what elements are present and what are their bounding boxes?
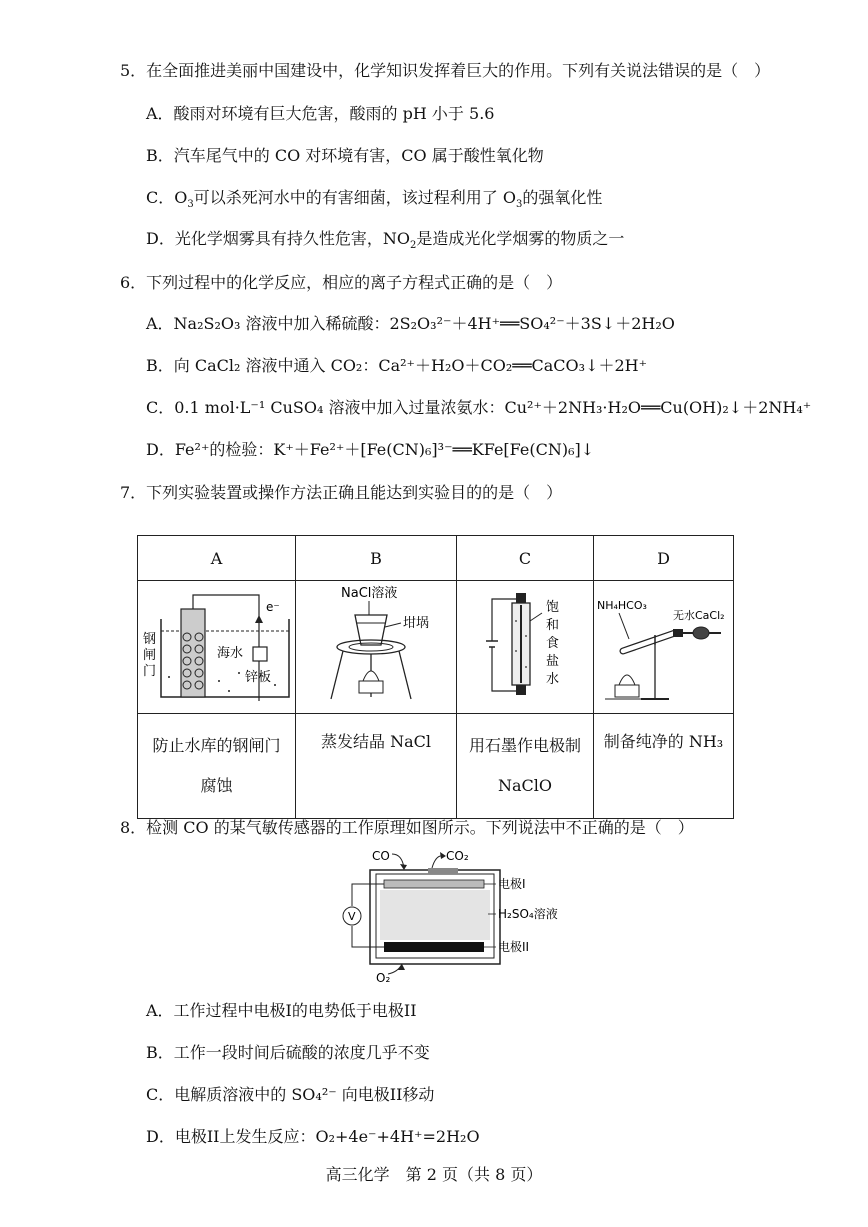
cacl2-label: 无水CaCl₂ [672, 609, 725, 622]
q8-stem: 8．检测 CO 的某气敏传感器的工作原理如图所示。下列说法中不正确的是（ ） [120, 818, 694, 837]
crucible-diagram [297, 581, 456, 709]
q5-option-a: A．酸雨对环境有巨大危害，酸雨的 pH 小于 5.6 [146, 104, 495, 123]
gate-label-1: 钢 [142, 632, 156, 647]
q6-option-a: A．Na₂S₂O₃ 溶液中加入稀硫酸：2S₂O₃²⁻＋4H⁺══SO₄²⁻＋3S↓＋2H₂O [146, 314, 675, 333]
saturated-label-3: 食 [545, 636, 559, 651]
q7-experiment-table [137, 535, 734, 819]
q5-d-sub: 2 [409, 240, 417, 252]
caption-a-line2: 腐蚀 [200, 776, 233, 795]
crucible-label: 坩埚 [402, 616, 429, 631]
q7-figure-a [138, 581, 296, 714]
q7-header-d: D [594, 536, 734, 581]
gate-label-3: 门 [142, 664, 156, 679]
nh4hco3-label: NH₄HCO₃ [596, 599, 647, 612]
steel-gate-diagram [139, 581, 295, 709]
page-footer: 高三化学 第 2 页（共 8 页） [325, 1165, 543, 1184]
q5-d-pre: D．光化学烟雾具有持久性危害，NO [146, 229, 410, 248]
q6-option-c: C．0.1 mol·L⁻¹ CuSO₄ 溶液中加入过量浓氨水：Cu²⁺＋2NH₃·H₂O══Cu(OH)₂↓＋2NH₄⁺ [146, 398, 812, 417]
h2so4-label: H₂SO₄溶液 [498, 907, 558, 921]
caption-d-line1: 制备纯净的 NH₃ [603, 732, 724, 751]
q6-option-b: B．向 CaCl₂ 溶液中通入 CO₂：Ca²⁺＋H₂O＋CO₂══CaCO₃↓＋2H⁺ [146, 356, 648, 375]
q7-header-a: A [138, 536, 296, 581]
gate-label-2: 闸 [142, 648, 156, 663]
saturated-label-5: 水 [545, 672, 559, 687]
voltmeter-label: V [348, 910, 356, 923]
zinc-plate-label: 锌板 [244, 670, 271, 685]
q8-option-d: D．电极II上发生反应：O₂+4e⁻+4H⁺=2H₂O [146, 1127, 480, 1146]
co-label: CO [372, 849, 390, 863]
q5-option-d [146, 228, 624, 250]
electrode-2-label: 电极II [498, 940, 530, 954]
o2-label: O₂ [376, 971, 391, 985]
ammonia-prep-diagram [595, 581, 733, 709]
q8-option-a: A．工作过程中电极I的电势低于电极II [146, 1001, 417, 1020]
q5-c-sub2: 3 [515, 199, 523, 211]
saturated-label-2: 和 [545, 618, 559, 633]
q6-stem: 6．下列过程中的化学反应，相应的离子方程式正确的是（ ） [120, 273, 563, 292]
saturated-label-4: 盐 [545, 654, 559, 669]
caption-b-line1: 蒸发结晶 NaCl [321, 732, 431, 751]
caption-c-line1: 用石墨作电极制 [468, 736, 581, 755]
q7-figure-b [296, 581, 457, 714]
q7-figure-d [594, 581, 734, 714]
co-sensor-diagram [340, 840, 580, 985]
q7-caption-b [296, 714, 457, 819]
electrolysis-diagram [458, 581, 593, 709]
caption-a-line1: 防止水库的钢闸门 [152, 736, 281, 755]
q8-sensor-figure [340, 840, 580, 989]
q6-option-d: D．Fe²⁺的检验：K⁺＋Fe²⁺＋[Fe(CN)₆]³⁻══KFe[Fe(CN)₆]↓ [146, 440, 595, 459]
q7-caption-d [594, 714, 734, 819]
nacl-solution-label: NaCl溶液 [340, 586, 397, 601]
q7-header-b: B [296, 536, 457, 581]
q5-c-post: 的强氧化性 [522, 188, 603, 207]
saturated-label-1: 饱 [545, 600, 559, 615]
q8-option-b: B．工作一段时间后硫酸的浓度几乎不变 [146, 1043, 430, 1062]
co2-label: CO₂ [446, 849, 469, 863]
q8-option-c: C．电解质溶液中的 SO₄²⁻ 向电极II移动 [146, 1085, 435, 1104]
caption-c-line2: NaClO [497, 776, 552, 795]
q5-stem: 5．在全面推进美丽中国建设中，化学知识发挥着巨大的作用。下列有关说法错误的是（ ） [120, 61, 771, 80]
electron-label: e⁻ [265, 600, 280, 614]
q5-c-sub1: 3 [187, 199, 194, 211]
q5-option-c [146, 187, 602, 209]
q5-option-b: B．汽车尾气中的 CO 对环境有害，CO 属于酸性氧化物 [146, 146, 544, 165]
q7-figure-c [457, 581, 594, 714]
electrode-1-label: 电极I [498, 877, 526, 891]
q5-c-mid: 可以杀死河水中的有害细菌，该过程利用了 O [193, 188, 516, 207]
q7-caption-a [138, 714, 296, 819]
q7-header-c: C [457, 536, 594, 581]
seawater-label: 海水 [216, 646, 243, 661]
q5-c-pre: C．O [146, 188, 188, 207]
q7-caption-c [457, 714, 594, 819]
q5-d-post: 是造成光化学烟雾的物质之一 [416, 229, 625, 248]
q7-stem: 7．下列实验装置或操作方法正确且能达到实验目的的是（ ） [120, 483, 563, 502]
